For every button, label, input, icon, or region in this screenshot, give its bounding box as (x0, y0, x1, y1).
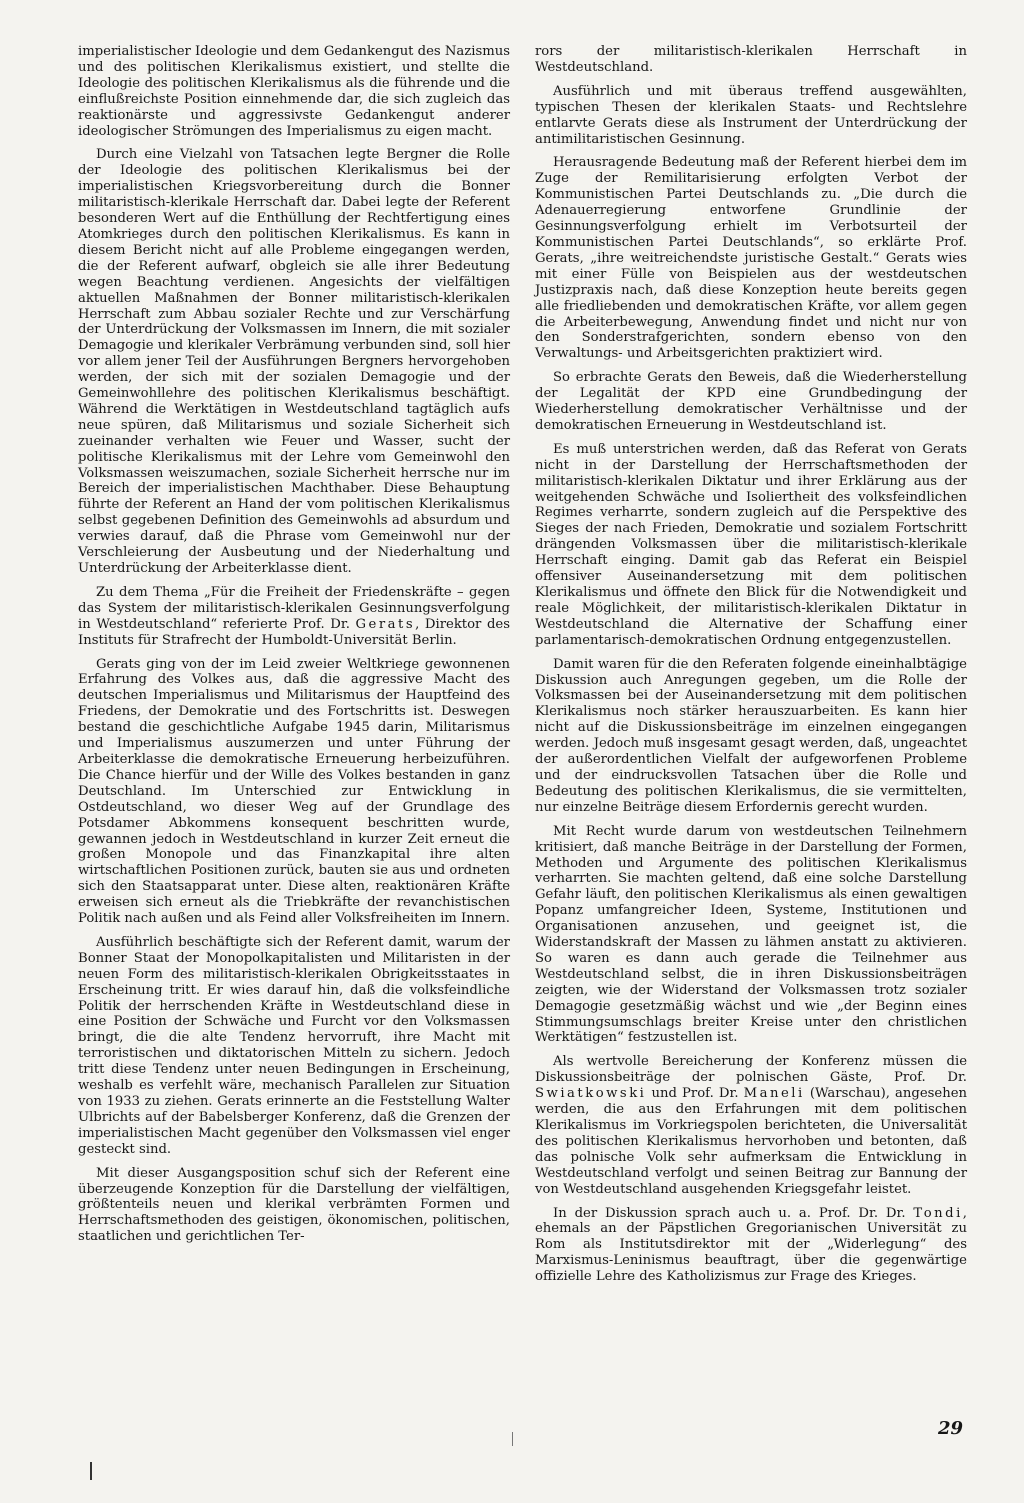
paragraph (78, 585, 510, 649)
paragraph-continued: imperialistischer Ideologie und dem Gedankengut des Nazismus und des politischen Klerikalismus existiert, und stellte die Ideologie des politischen Klerikalismus als die führende und die einflußreichste Position einnehmende dar, die sich zugleich das reaktionärste und aggressivste Gedankengut anderer ideologischer Strömungen des Imperialismus zu eigen macht. (78, 44, 510, 139)
paragraph-text: , Direktor des Instituts für Strafrecht der Humboldt-Universität Berlin. (78, 616, 510, 648)
paragraph-continued: rors der militaristisch-klerikalen Herrschaft in Westdeutschland. (535, 44, 967, 75)
spaced-name: Swiatkowski (535, 1086, 647, 1102)
margin-mark (90, 1462, 92, 1480)
spaced-name: Gerats (355, 616, 416, 632)
page-number: 29 (938, 1418, 964, 1439)
paragraph: Ausführlich beschäftigte sich der Referent damit, warum der Bonner Staat der Monopolkapitalisten und Militaristen in der neuen Form des militaristisch-klerikalen Obrigkeitsstaates in Erscheinung tritt. Er wies darauf hin, daß die volksfeindliche Politik der herrschenden Kräfte in Westdeutschland diese in eine Position der Schwäche und Furcht vor den Volksmassen bringt, die die alte Tendenz hervorruft, ihre Macht mit terroristischen und diktatorischen Mitteln zu sichern. Jedoch tritt diese Tendenz unter neuen Bedingungen in Erscheinung, weshalb es verfehlt wäre, mechanisch Parallelen zur Situation von 1933 zu ziehen. Gerats erinnerte an die Feststellung Walter Ulbrichts auf der Babelsberger Konferenz, daß die Grenzen der imperialistischen Macht gegenüber den Volksmassen viel enger gesteckt sind. (78, 934, 510, 1157)
right-column (535, 44, 967, 1293)
left-column (78, 44, 510, 1253)
paragraph: Mit dieser Ausgangsposition schuf sich der Referent eine überzeugende Konzeption für die Darstellung der vielfältigen, größtenteils neuen und klerikal verbrämten Formen und Herrschaftsmethoden des geistigen, ökonomischen, politischen, staatlichen und gerichtlichen Ter- (78, 1165, 510, 1245)
paragraph: Gerats ging von der im Leid zweier Weltkriege gewonnenen Erfahrung des Volkes aus, daß die aggressive Macht des deutschen Imperialismus und Militarismus der Hauptfeind des Friedens, der Demokratie und des Fortschritts ist. Deswegen bestand die geschichtliche Aufgabe 1945 darin, Militarismus und Imperialismus auszumerzen und unter Führung der Arbeiterklasse die demokratische Erneuerung herbeizuführen. Die Chance hierfür und der Wille des Volkes bestanden in ganz Deutschland. Im Unterschied zur Entwicklung in Ostdeutschland, wo dieser Weg auf der Grundlage des Potsdamer Abkommens konsequent beschritten wurde, gewannen jedoch in Westdeutschland in kurzer Zeit erneut die großen Monopole und das Finanzkapital ihre alten wirtschaftlichen Positionen zurück, bauten sie aus und ordneten sich den Staatsapparat unter. Diese alten, reaktionären Kräfte erweisen sich erneut als die Triebkräfte der revanchistischen Politik nach außen und als Feind aller Volksfreiheiten im Innern. (78, 656, 510, 927)
paragraph-text: Zu dem Thema „Für die Freiheit der Friedenskräfte – gegen das System der militaristisch-klerikalen Gesinnungsverfolgung in Westdeutschland“ referierte Prof. Dr. (78, 584, 510, 632)
paragraph: Mit Recht wurde darum von westdeutschen Teilnehmern kritisiert, daß manche Beiträge in der Darstellung der Formen, Methoden und Argumente des politischen Klerikalismus verharrten. Sie machten geltend, daß eine solche Darstellung Gefahr läuft, den politischen Klerikalismus als einen gewaltigen Popanz umfangreicher Ideen, Systeme, Institutionen und Organisationen anzusehen, und geeignet ist, die Widerstandskraft der Massen zu lähmen anstatt zu aktivieren. So waren es dann auch gerade die Teilnehmer aus Westdeutschland selbst, die in ihren Diskussionsbeiträgen zeigten, wie der Widerstand der Volksmassen trotz sozialer Demagogie gesetzmäßig wächst und wie „der Beginn eines Stimmungsumschlags breiter Kreise unter den christlichen Werktätigen“ festzustellen ist. (535, 823, 967, 1046)
paragraph: Damit waren für die den Referaten folgende eineinhalbtägige Diskussion auch Anregungen gegeben, um die Rolle der Volksmassen bei der Auseinandersetzung mit dem politischen Klerikalismus noch stärker herauszuarbeiten. Es kann hier nicht auf die Diskussionsbeiträge im einzelnen eingegangen werden. Jedoch muß insgesamt gesagt werden, daß, ungeachtet der außerordentlichen Vielfalt der aufgeworfenen Probleme und der eindrucksvollen Tatsachen über die Rolle und Bedeutung des politischen Klerikalismus, die sie vermittelten, nur einzelne Beiträge diesem Erfordernis gerecht wurden. (535, 656, 967, 815)
margin-mark (512, 1432, 513, 1446)
paragraph-text: Als wertvolle Bereicherung der Konferenz müssen die Diskussionsbeiträge der polnischen Gäste, Prof. Dr. (535, 1054, 967, 1086)
paragraph-text: und Prof. Dr. (646, 1086, 744, 1102)
paragraph (535, 1206, 967, 1286)
paragraph: Herausragende Bedeutung maß der Referent hierbei dem im Zuge der Remilitarisierung erfolgten Verbot der Kommunistischen Partei Deutschlands zu. „Die durch die Adenauerregierung entworfene Grundlinie der Gesinnungsverfolgung erhielt im Verbotsurteil der Kommunistischen Partei Deutschlands“, so erklärte Prof. Gerats, „ihre weitreichendste juristische Gestalt.“ Gerats wies mit einer Fülle von Beispielen aus der westdeutschen Justizpraxis nach, daß diese Konzeption heute bereits gegen alle friedliebenden und demokratischen Kräfte, vor allem gegen die Arbeiterbewegung, Anwendung findet und nicht nur von den Sonderstrafgerichten, sondern ebenso von den Verwaltungs- und Arbeitsgerichten praktiziert wird. (535, 155, 967, 362)
paragraph-text: In der Diskussion sprach auch u. a. Prof. Dr. Dr. (553, 1205, 914, 1221)
paragraph: Ausführlich und mit überaus treffend ausgewählten, typischen Thesen der klerikalen Staats- und Rechtslehre entlarvte Gerats diese als Instrument der Unterdrückung der antimilitaristischen Gesinnung. (535, 83, 967, 147)
paragraph: Durch eine Vielzahl von Tatsachen legte Bergner die Rolle der Ideologie des politischen Klerikalismus bei der imperialistischen Kriegsvorbereitung durch die Bonner militaristisch-klerikale Herrschaft dar. Dabei legte der Referent besonderen Wert auf die Enthüllung der Rechtfertigung eines Atomkrieges durch den politischen Klerikalismus. Es kann in diesem Bericht nicht auf alle Probleme eingegangen werden, die der Referent aufwarf, obgleich sie alle ihrer Bedeutung wegen Beachtung verdienen. Angesichts der vielfältigen aktuellen Maßnahmen der Bonner militaristisch-klerikalen Herrschaft zum Abbau sozialer Rechte und zur Verschärfung der Unterdrückung der Volksmassen im Innern, die mit sozialer Demagogie und klerikaler Verbrämung verbunden sind, soll hier vor allem jener Teil der Ausführungen Bergners hervorgehoben werden, der sich mit der sozialen Demagogie und der Gemeinwohllehre des politischen Klerikalismus beschäftigt. Während die Werktätigen in Westdeutschland tagtäglich aufs neue spüren, daß Militarismus und soziale Sicherheit sich zueinander verhalten wie Feuer und Wasser, sucht der politische Klerikalismus mit der Lehre vom Gemeinwohl den Volksmassen weiszumachen, soziale Sicherheit herrsche nur im Bereich der imperialistischen Machthaber. Diese Behauptung führte der Referent an Hand der vom politischen Klerikalismus selbst gegebenen Definition des Gemeinwohls ad absurdum und verwies darauf, daß die Phrase vom Gemeinwohl nur der Verschleierung der Ausbeutung und der Niederhaltung und Unterdrückung der Arbeiterklasse dient. (78, 147, 510, 576)
spaced-name: Tondi (913, 1205, 963, 1221)
paragraph: Es muß unterstrichen werden, daß das Referat von Gerats nicht in der Darstellung der Herrschaftsmethoden der militaristisch-klerikalen Diktatur und ihrer Erklärung aus der weitgehenden Schwäche und Isoliertheit des volksfeindlichen Regimes verharrte, sondern zugleich auf die Perspektive des Sieges der nach Frieden, Demokratie und sozialem Fortschritt drängenden Volksmassen über die militaristisch-klerikale Herrschaft einging. Damit gab das Referat ein Beispiel offensiver Auseinandersetzung mit dem politischen Klerikalismus und öffnete den Blick für die Notwendigkeit und reale Möglichkeit, der militaristisch-klerikalen Diktatur in Westdeutschland die Alternative der Schaffung einer parlamentarisch-demokratischen Ordnung entgegenzustellen. (535, 441, 967, 648)
paragraph-text: (Warschau), angesehen werden, die aus den Erfahrungen mit dem politischen Klerikalismus im Vorkriegspolen berichteten, die Universalität des politischen Klerikalismus hervorhoben und betonten, daß das polnische Volk sehr aufmerksam die Entwicklung in Westdeutschland verfolgt und seinen Beitrag zur Bannung der von Westdeutschland ausgehenden Kriegsgefahr leistet. (535, 1086, 967, 1197)
spaced-name: Maneli (743, 1086, 805, 1102)
paragraph-text: , ehemals an der Päpstlichen Gregorianischen Universität zu Rom als Institutsdirektor mit der „Widerlegung“ des Marxismus-Leninismus beauftragt, über die gegenwärtige offizielle Lehre des Katholizismus zur Frage des Krieges. (535, 1205, 967, 1285)
paragraph (535, 1054, 967, 1197)
paragraph: So erbrachte Gerats den Beweis, daß die Wiederherstellung der Legalität der KPD eine Grundbedingung der Wiederherstellung demokratischer Verhältnisse und der demokratischen Erneuerung in Westdeutschland ist. (535, 370, 967, 433)
